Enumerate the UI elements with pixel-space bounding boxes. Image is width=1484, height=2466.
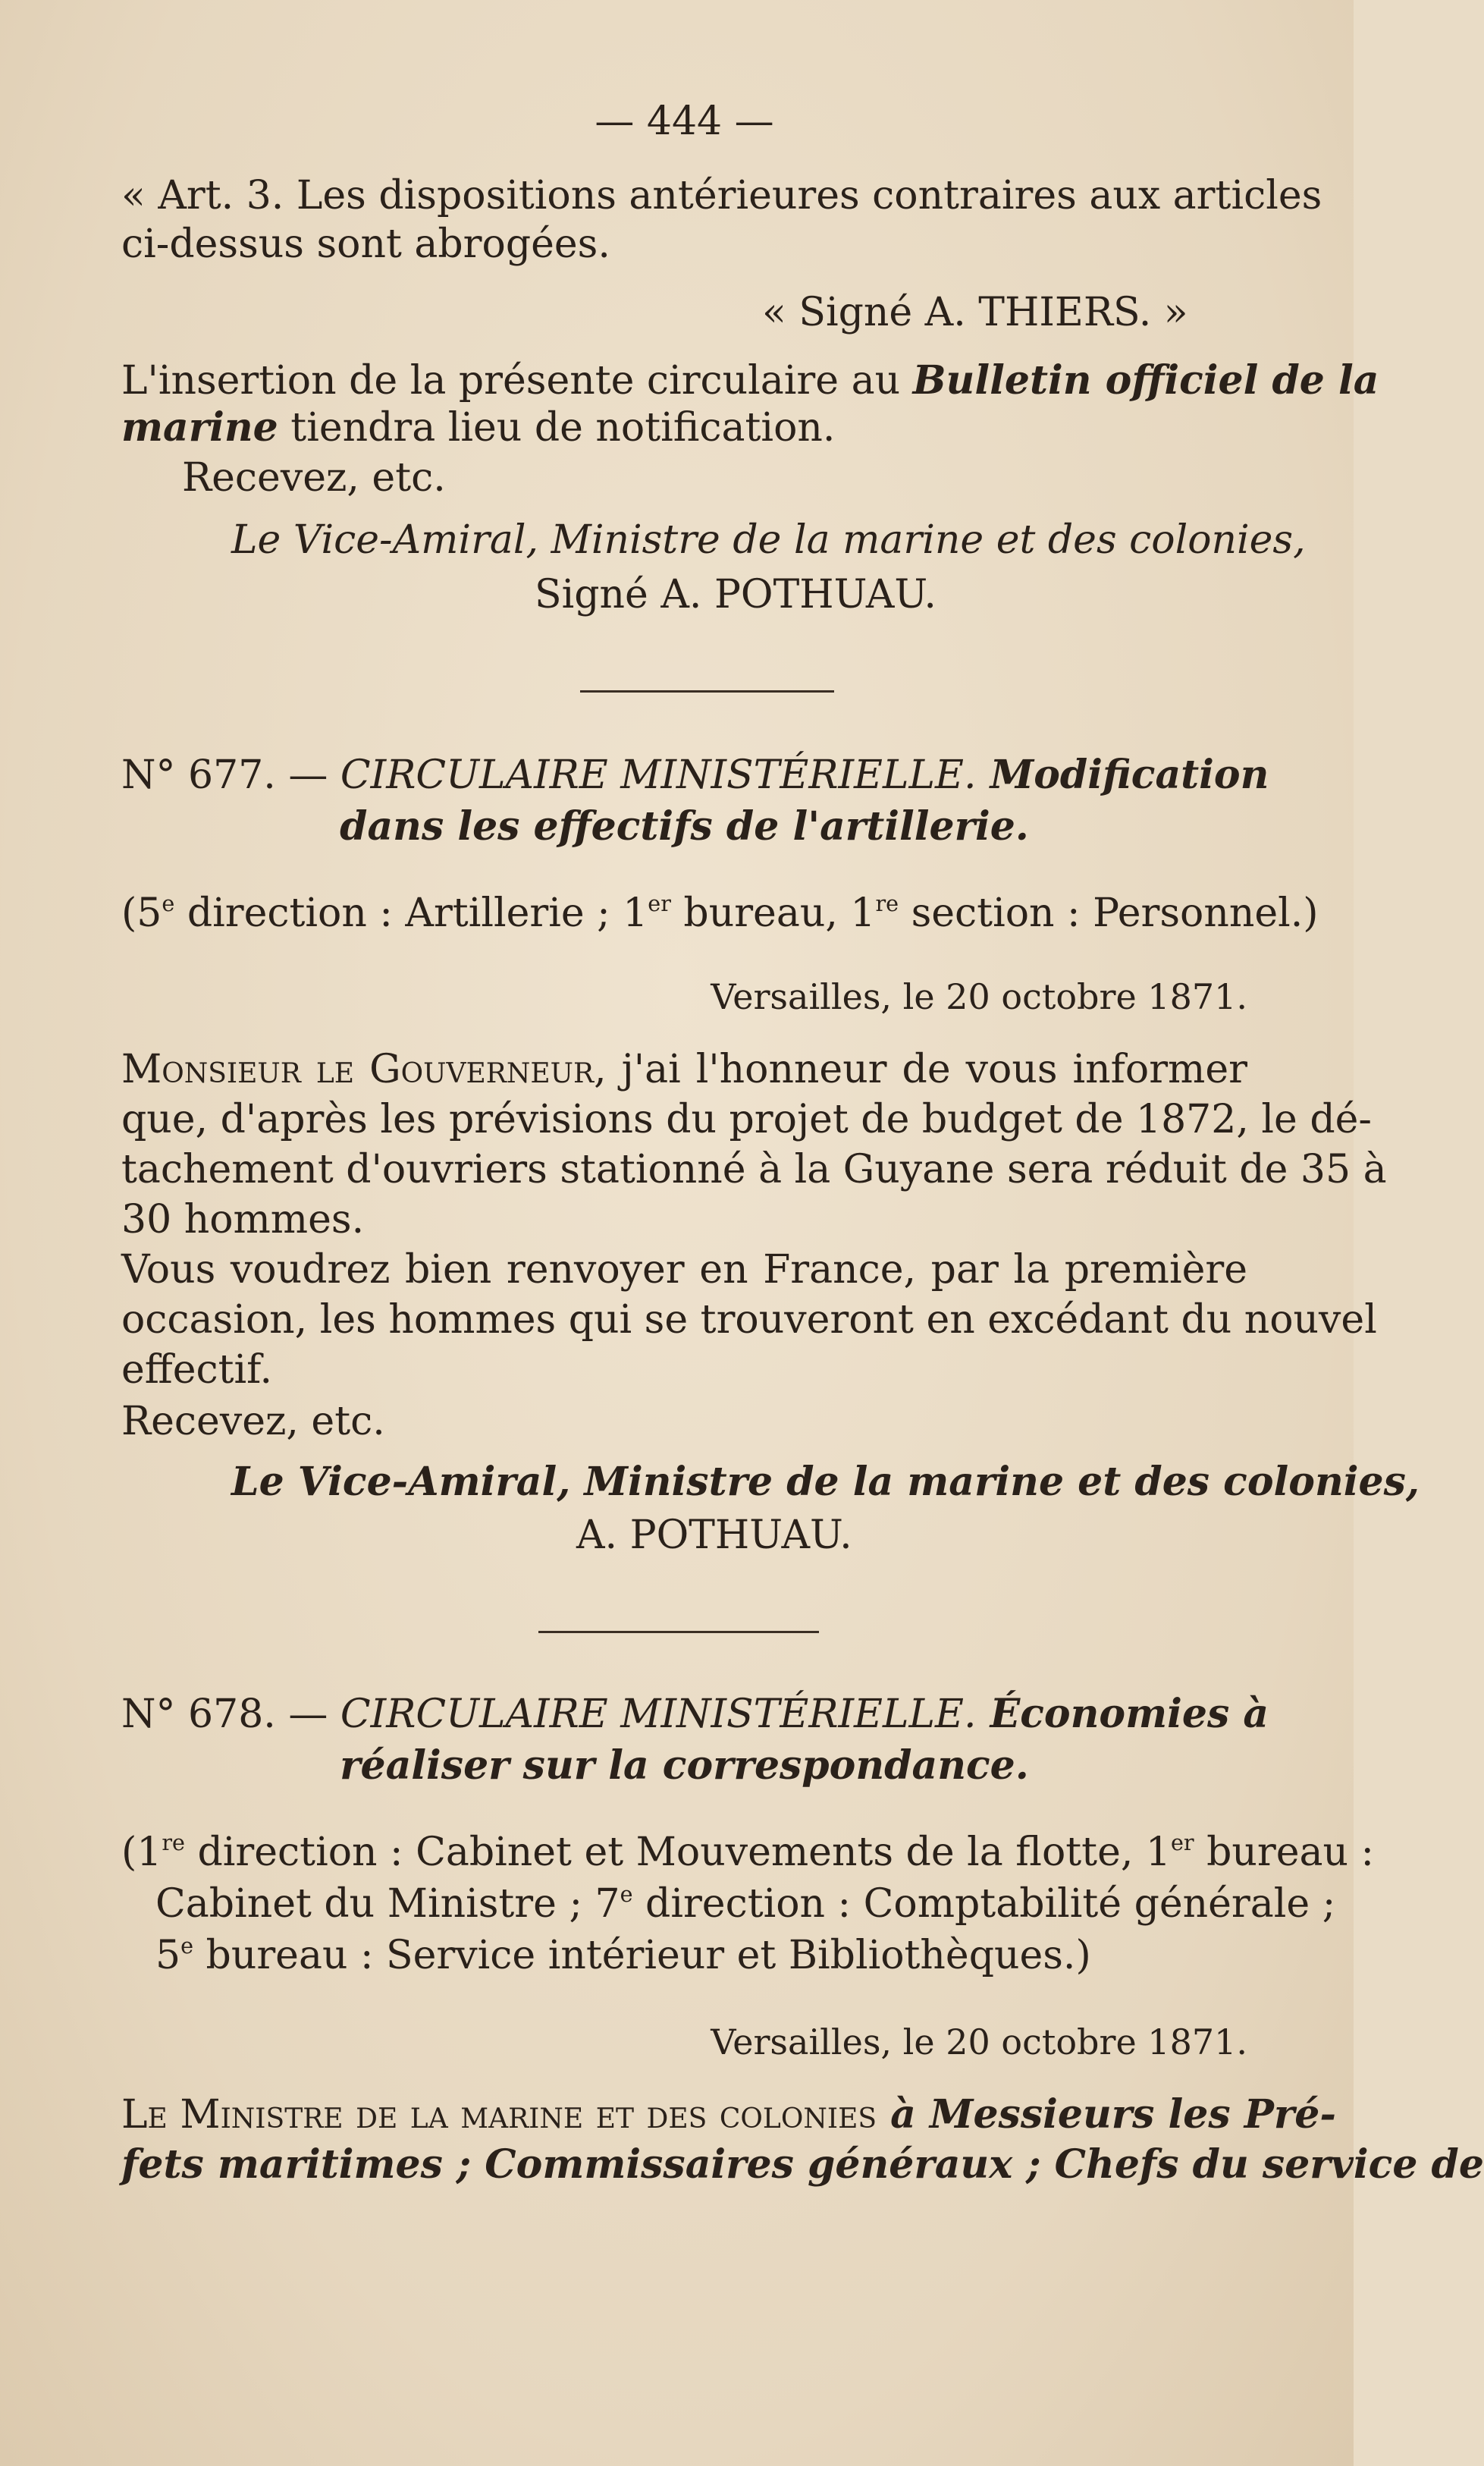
art3-line-2: ci-dessus sont abrogées. — [121, 221, 610, 267]
c677-heading-line-1: N° 677. — CIRCULAIRE MINISTÉRIELLE. Modification — [121, 752, 1269, 798]
c678-direction-line-3: 5e bureau : Service intérieur et Bibliothèques.) — [155, 1932, 1091, 1978]
separator-1 — [580, 690, 834, 693]
signature-title-1: Le Vice-Amiral, Ministre de la marine et des colonies, — [231, 517, 1306, 563]
c677-heading-line-2: dans les effectifs de l'artillerie. — [340, 803, 1029, 850]
c678-direction-line-2: Cabinet du Ministre ; 7e direction : Comptabilité générale ; — [155, 1880, 1336, 1927]
c677-para2-line-2: occasion, les hommes qui se trouveront en excédant du nouvel — [121, 1297, 1377, 1343]
c677-para2-line-1: Vous voudrez bien renvoyer en France, par la première — [121, 1247, 1247, 1293]
c678-heading-line-2: réaliser sur la correspondance. — [340, 1742, 1029, 1789]
c677-para1-line-2: que, d'après les prévisions du projet de budget de 1872, le dé- — [121, 1097, 1372, 1142]
c677-para2-line-3: effectif. — [121, 1347, 273, 1393]
signed-pothuau: Signé A. POTHUAU. — [535, 572, 937, 617]
c677-direction: (5e direction : Artillerie ; 1er bureau, 1re section : Personnel.) — [121, 890, 1319, 936]
c677-signature-title: Le Vice-Amiral, Ministre de la marine et des colonies, — [231, 1459, 1420, 1505]
c677-recevez: Recevez, etc. — [121, 1399, 385, 1444]
c678-direction-line-1: (1re direction : Cabinet et Mouvements de la flotte, 1er bureau : — [121, 1829, 1375, 1875]
c678-date: Versailles, le 20 octobre 1871. — [711, 2021, 1247, 2062]
signed-thiers: « Signé A. THIERS. » — [762, 290, 1188, 335]
c678-address-line-2: fets maritimes ; Commissaires généraux ; Chefs du service de — [121, 2141, 1484, 2188]
c678-address-line-1: Le Ministre de la marine et des colonies à Messieurs les Pré- — [121, 2091, 1336, 2138]
recevez-1: Recevez, etc. — [182, 455, 446, 501]
c678-heading-line-1: N° 678. — CIRCULAIRE MINISTÉRIELLE. Économies à — [121, 1691, 1269, 1737]
c677-para1-line-3: tachement d'ouvriers stationné à la Guyane sera réduit de 35 à — [121, 1147, 1387, 1192]
insertion-line-1: L'insertion de la présente circulaire au Bulletin officiel de la — [121, 357, 1379, 404]
c677-para1-line-1: Monsieur le Gouverneur, j'ai l'honneur de vous informer — [121, 1047, 1247, 1092]
c677-signature: A. POTHUAU. — [576, 1513, 852, 1558]
c677-date: Versailles, le 20 octobre 1871. — [711, 976, 1247, 1017]
c677-para1-line-4: 30 hommes. — [121, 1197, 365, 1242]
separator-2 — [538, 1631, 819, 1633]
insertion-line-2: marine tiendra lieu de notification. — [121, 404, 836, 451]
page-number: — 444 — — [595, 99, 774, 144]
art3-line-1: « Art. 3. Les dispositions antérieures contraires aux articles — [121, 173, 1322, 218]
